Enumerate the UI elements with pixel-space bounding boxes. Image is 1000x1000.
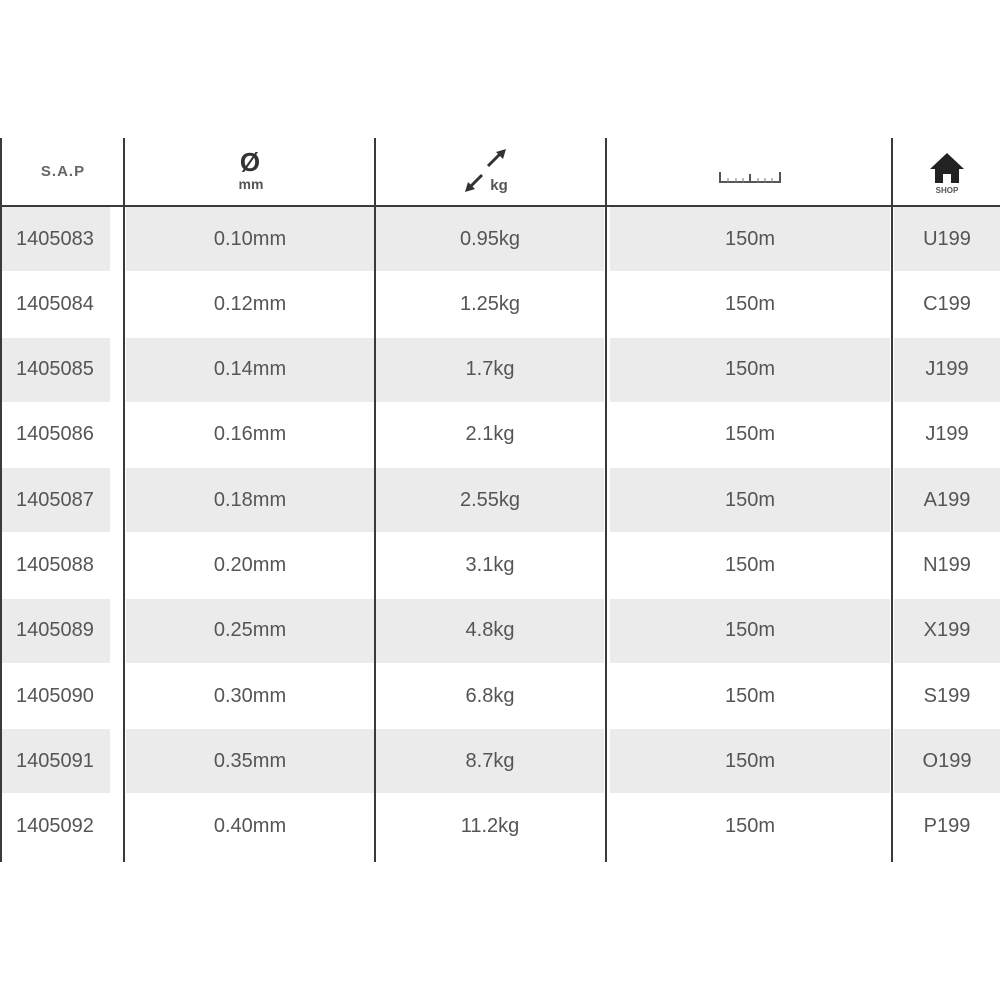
- cell-strength: 1.25kg: [459, 292, 521, 315]
- cell-code: P199: [923, 815, 971, 838]
- cell-sap: 1405090: [16, 684, 94, 707]
- table-row: [0, 729, 1000, 794]
- column-rule: [123, 138, 125, 862]
- table-row: [0, 403, 1000, 468]
- cell-sap: 1405086: [16, 423, 94, 446]
- cell-diameter: 0.30mm: [213, 684, 287, 707]
- cell-diameter: 0.10mm: [126, 207, 374, 271]
- cell-sap: 1405083: [2, 207, 110, 271]
- cell-code: C199: [923, 292, 971, 315]
- cell-sap: 1405092: [16, 815, 94, 838]
- cell-length: 150m: [724, 684, 776, 707]
- cell-diameter: 0.20mm: [213, 554, 287, 576]
- cell-sap: 1405091: [2, 729, 110, 793]
- cell-sap: 1405087: [2, 468, 110, 532]
- column-rule: [374, 138, 376, 862]
- diameter-unit: mm: [238, 175, 264, 192]
- header-diameter: [126, 138, 374, 205]
- cell-diameter: 0.40mm: [213, 815, 287, 838]
- cell-sap: 1405085: [2, 338, 110, 402]
- cell-diameter: 0.18mm: [126, 468, 374, 532]
- product-spec-table: [0, 138, 1000, 862]
- cell-length: 150m: [610, 338, 890, 402]
- header-shop: [894, 138, 1000, 205]
- cell-diameter: 0.12mm: [213, 292, 287, 315]
- cell-strength: 2.55kg: [376, 468, 604, 532]
- cell-sap: 1405084: [16, 292, 94, 315]
- header-strength: [376, 138, 606, 205]
- column-rule: [605, 138, 607, 862]
- cell-strength: 1.7kg: [376, 338, 604, 402]
- cell-code: O199: [894, 729, 1000, 793]
- ruler-icon: [710, 152, 790, 192]
- cell-length: 150m: [724, 292, 776, 315]
- table-row: [0, 468, 1000, 533]
- cell-strength: 0.95kg: [376, 207, 604, 271]
- table-row: [0, 534, 1000, 599]
- shop-house-icon: [922, 147, 972, 197]
- cell-length: 150m: [724, 815, 776, 838]
- cell-length: 150m: [610, 207, 890, 271]
- table-row: [0, 795, 1000, 860]
- table-row: [0, 338, 1000, 403]
- shop-caption: SHOP: [935, 185, 959, 195]
- cell-code: N199: [923, 554, 971, 576]
- cell-strength: 8.7kg: [376, 729, 604, 793]
- header-sap: [2, 138, 124, 205]
- diameter-symbol: Ø: [239, 146, 261, 177]
- column-rule: [0, 138, 2, 862]
- cell-length: 150m: [610, 468, 890, 532]
- cell-strength: 6.8kg: [465, 684, 515, 707]
- table-row: [0, 599, 1000, 664]
- column-rule: [891, 138, 893, 862]
- breaking-strength-icon: [456, 146, 526, 198]
- cell-diameter: 0.35mm: [126, 729, 374, 793]
- table-row: [0, 272, 1000, 337]
- cell-diameter: 0.14mm: [126, 338, 374, 402]
- header-sap-label: S.A.P: [40, 163, 86, 180]
- cell-code: U199: [894, 207, 1000, 271]
- table-row: [0, 207, 1000, 272]
- cell-strength: 3.1kg: [465, 554, 515, 576]
- cell-diameter: 0.16mm: [213, 423, 287, 446]
- cell-code: A199: [894, 468, 1000, 532]
- cell-sap: 1405089: [2, 599, 110, 663]
- diameter-icon: [220, 146, 280, 198]
- strength-unit: kg: [490, 176, 508, 194]
- cell-length: 150m: [724, 423, 776, 446]
- cell-strength: 11.2kg: [460, 815, 520, 838]
- cell-length: 150m: [724, 554, 776, 576]
- cell-code: S199: [923, 684, 971, 707]
- cell-code: J199: [894, 338, 1000, 402]
- cell-length: 150m: [610, 729, 890, 793]
- cell-sap: 1405088: [16, 554, 94, 576]
- cell-length: 150m: [610, 599, 890, 663]
- cell-code: J199: [925, 423, 969, 446]
- cell-code: X199: [894, 599, 1000, 663]
- cell-diameter: 0.25mm: [126, 599, 374, 663]
- header-length: [608, 138, 892, 205]
- table-row: [0, 664, 1000, 729]
- cell-strength: 2.1kg: [465, 423, 515, 446]
- table-header: [0, 138, 1000, 205]
- cell-strength: 4.8kg: [376, 599, 604, 663]
